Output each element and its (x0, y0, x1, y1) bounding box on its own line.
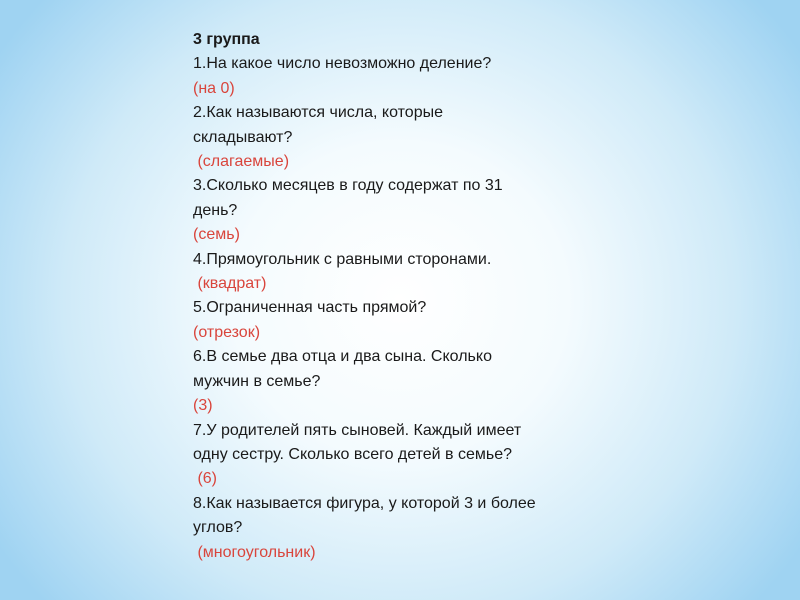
question-item-4 (193, 248, 593, 297)
question-item-8 (193, 492, 593, 565)
question-line: 5.Ограниченная часть прямой? (193, 299, 427, 317)
answer-text: (отрезок) (193, 323, 261, 341)
answer-value: (квадрат) (197, 275, 267, 293)
answer-text: (на 0) (193, 79, 235, 97)
question-item-1 (193, 52, 593, 101)
question-line: 7.У родителей пять сыновей. Каждый имеет (193, 421, 522, 439)
question-item-5 (193, 296, 593, 345)
question-item-6 (193, 345, 593, 418)
question-line: 2.Как называются числа, которые (193, 104, 443, 122)
answer-text (193, 467, 593, 491)
answer-value: (слагаемые) (197, 153, 290, 171)
question-line: день? (193, 201, 238, 219)
answer-text: (семь) (193, 226, 240, 244)
question-line: 6.В семье два отца и два сына. Сколько (193, 348, 492, 366)
question-line: 1.На какое число невозможно деление? (193, 55, 492, 73)
slide-title: 3 группа (193, 31, 260, 48)
answer-value: (6) (197, 470, 218, 488)
answer-text: (3) (193, 397, 213, 415)
question-line: 8.Как называется фигура, у которой 3 и более (193, 494, 536, 512)
answer-value: (многоугольник) (197, 543, 316, 561)
question-line: складывают? (193, 128, 293, 146)
question-item-3 (193, 174, 593, 247)
answer-text (193, 541, 593, 565)
question-line: углов? (193, 519, 243, 537)
question-item-7 (193, 419, 593, 492)
answer-text (193, 272, 593, 296)
answer-text (193, 150, 593, 174)
question-line: мужчин в семье? (193, 372, 321, 390)
question-line: одну сестру. Сколько всего детей в семье? (193, 445, 513, 463)
question-line: 4.Прямоугольник с равными сторонами. (193, 250, 492, 268)
slide-content (193, 28, 593, 565)
question-item-2 (193, 101, 593, 174)
question-line: 3.Сколько месяцев в году содержат по 31 (193, 177, 503, 195)
